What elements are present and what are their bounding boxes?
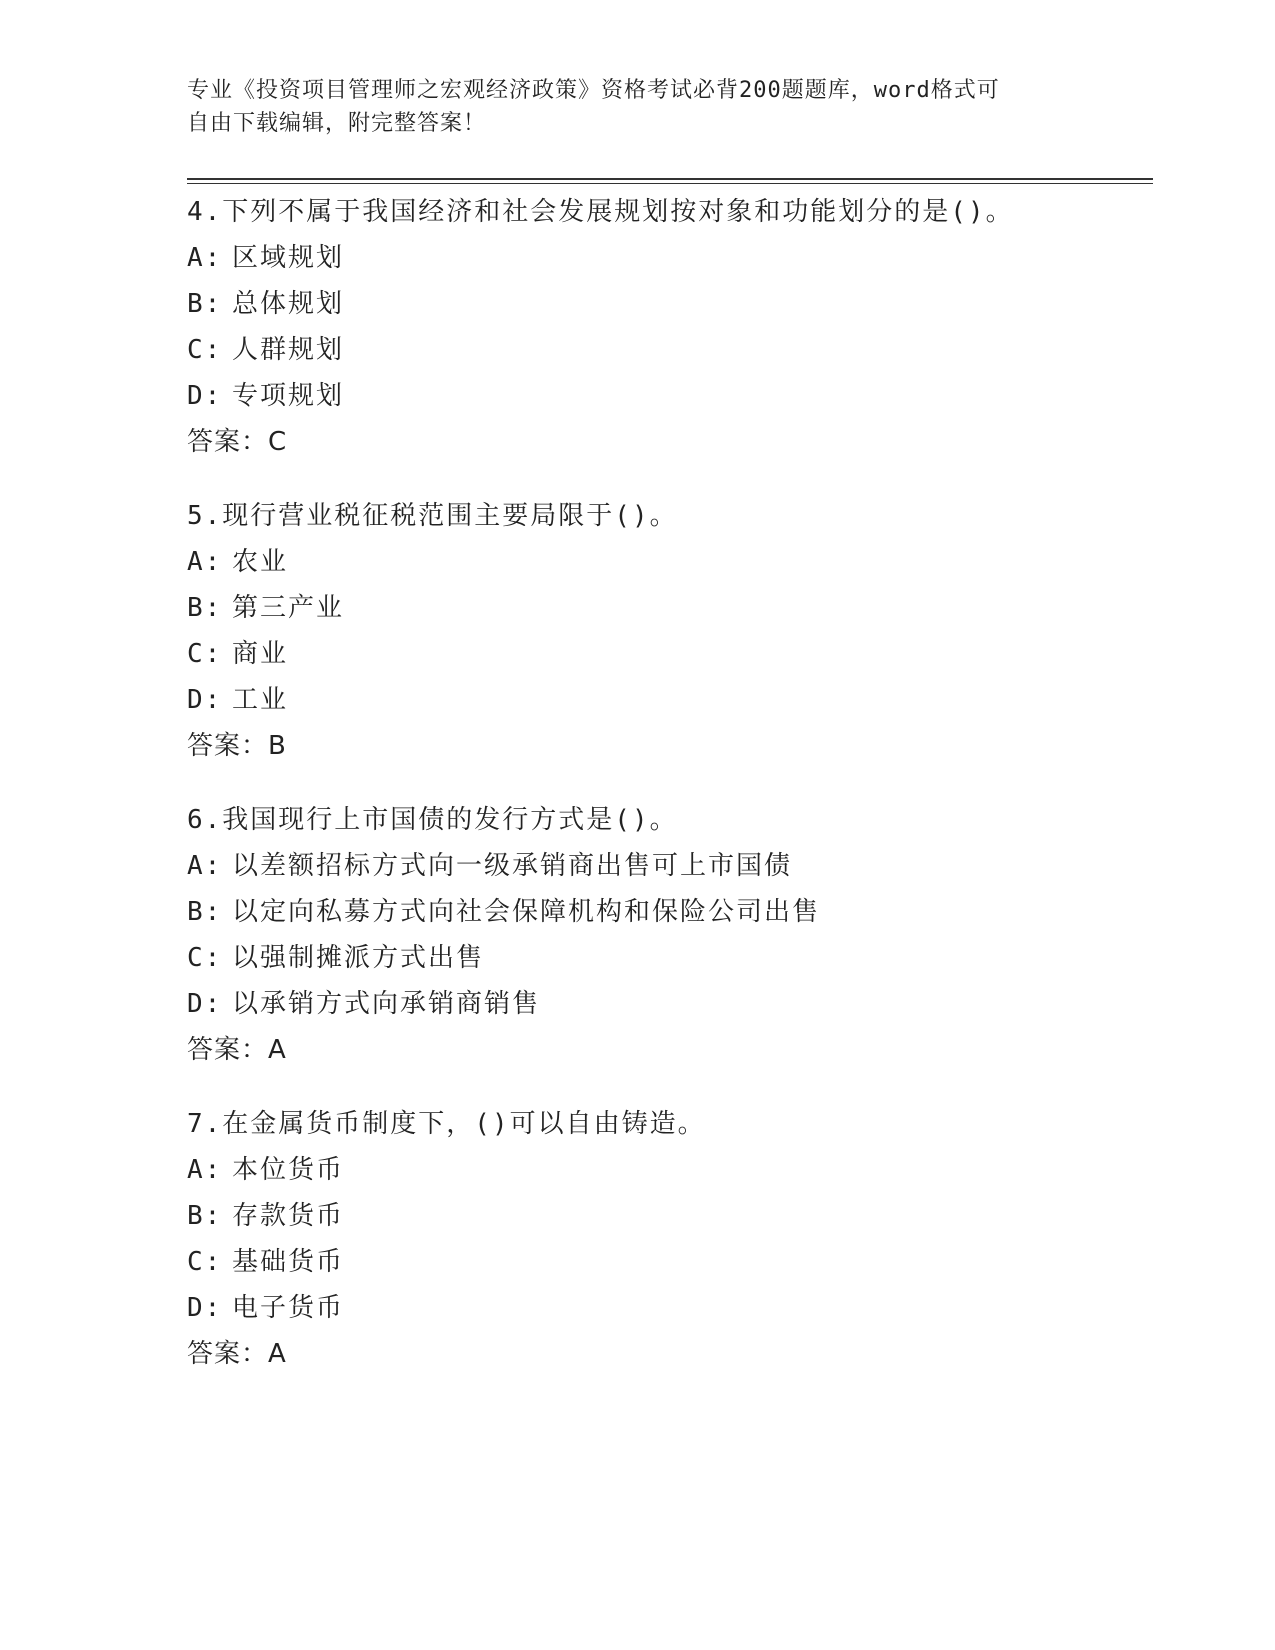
header-line-1: 专业《投资项目管理师之宏观经济政策》资格考试必背200题题库，word格式可 — [187, 78, 1000, 103]
option-d — [187, 1285, 1147, 1331]
question-stem: 7.在金属货币制度下，()可以自由铸造。 — [187, 1109, 706, 1139]
option-d — [187, 373, 1147, 419]
option-d — [187, 677, 1147, 723]
option-c — [187, 935, 1147, 981]
option-label: A: — [187, 243, 223, 273]
option-label: C: — [187, 639, 223, 669]
option-text: 以承销方式向承销商销售 — [232, 989, 541, 1019]
option-a — [187, 235, 1147, 281]
option-text: 存款货币 — [232, 1201, 345, 1231]
option-a — [187, 1147, 1147, 1193]
option-text: 总体规划 — [232, 289, 345, 319]
answer-line: 答案：A — [187, 1339, 287, 1369]
question-7 — [187, 1101, 1147, 1377]
option-text: 以定向私募方式向社会保障机构和保险公司出售 — [232, 897, 821, 927]
option-text: 以强制摊派方式出售 — [232, 943, 485, 973]
answer-line: 答案：B — [187, 731, 287, 761]
option-label: B: — [187, 593, 223, 623]
option-d — [187, 981, 1147, 1027]
question-5 — [187, 493, 1147, 769]
option-text: 商业 — [232, 639, 289, 669]
option-a — [187, 843, 1147, 889]
option-label: A: — [187, 547, 223, 577]
header-line-2: 自由下载编辑，附完整答案！ — [187, 111, 487, 136]
option-label: D: — [187, 989, 223, 1019]
option-label: A: — [187, 1155, 223, 1185]
option-label: D: — [187, 685, 223, 715]
answer-line: 答案：C — [187, 427, 288, 457]
option-c — [187, 1239, 1147, 1285]
option-b — [187, 1193, 1147, 1239]
question-stem: 6.我国现行上市国债的发行方式是()。 — [187, 805, 678, 835]
question-4 — [187, 189, 1147, 465]
option-text: 区域规划 — [232, 243, 345, 273]
option-label: D: — [187, 381, 223, 411]
option-text: 第三产业 — [232, 593, 345, 623]
option-label: C: — [187, 335, 223, 365]
option-text: 工业 — [232, 685, 289, 715]
question-6 — [187, 797, 1147, 1073]
answer-line: 答案：A — [187, 1035, 287, 1065]
option-label: B: — [187, 1201, 223, 1231]
header-divider-thick — [187, 178, 1153, 180]
option-c — [187, 631, 1147, 677]
option-b — [187, 585, 1147, 631]
option-label: D: — [187, 1293, 223, 1323]
option-c — [187, 327, 1147, 373]
option-text: 农业 — [232, 547, 289, 577]
option-b — [187, 281, 1147, 327]
option-label: C: — [187, 1247, 223, 1277]
document-header — [187, 74, 1077, 140]
option-label: B: — [187, 897, 223, 927]
header-divider-thin — [187, 183, 1153, 184]
option-text: 人群规划 — [232, 335, 345, 365]
option-a — [187, 539, 1147, 585]
question-list — [187, 189, 1147, 1405]
option-text: 本位货币 — [232, 1155, 345, 1185]
option-b — [187, 889, 1147, 935]
option-label: C: — [187, 943, 223, 973]
option-text: 基础货币 — [232, 1247, 345, 1277]
option-label: B: — [187, 289, 223, 319]
option-text: 以差额招标方式向一级承销商出售可上市国债 — [232, 851, 793, 881]
option-text: 电子货币 — [232, 1293, 345, 1323]
question-stem: 4.下列不属于我国经济和社会发展规划按对象和功能划分的是()。 — [187, 197, 1014, 227]
option-text: 专项规划 — [232, 381, 345, 411]
question-stem: 5.现行营业税征税范围主要局限于()。 — [187, 501, 678, 531]
option-label: A: — [187, 851, 223, 881]
